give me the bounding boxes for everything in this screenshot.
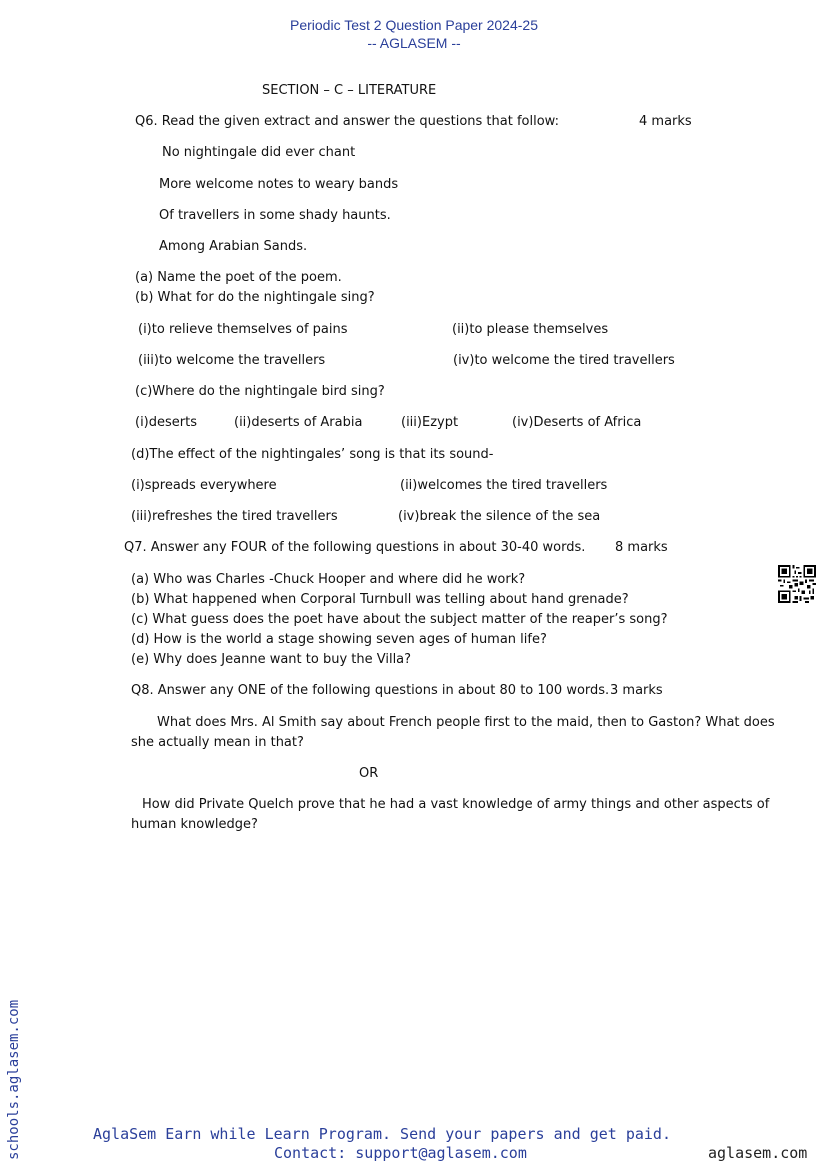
section-title: SECTION – C – LITERATURE — [262, 83, 437, 98]
option-d-ii: (ii)welcomes the tired travellers — [400, 478, 608, 493]
extract-line: Of travellers in some shady haunts. — [159, 208, 391, 223]
q8-marks: 3 marks — [610, 683, 663, 698]
q6-part-a: (a) Name the poet of the poem. — [135, 270, 342, 285]
extract-line: Among Arabian Sands. — [159, 239, 308, 254]
q6-part-d: (d)The effect of the nightingales’ song is that its sound- — [131, 447, 494, 462]
option-c-i: (i)deserts — [135, 415, 197, 430]
q8-option1-line: she actually mean in that? — [131, 735, 304, 750]
option-b-iv: (iv)to welcome the tired travellers — [453, 353, 675, 368]
extract-line: More welcome notes to weary bands — [159, 177, 399, 192]
q6-part-b: (b) What for do the nightingale sing? — [135, 290, 375, 305]
side-watermark: schools.aglasem.com — [6, 999, 22, 1160]
q6-marks: 4 marks — [639, 114, 692, 129]
option-c-iv: (iv)Deserts of Africa — [512, 415, 642, 430]
q8-option2-line: How did Private Quelch prove that he had a vast knowledge of army things and other aspects of — [142, 797, 770, 812]
option-c-iii: (iii)Ezypt — [401, 415, 459, 430]
q7-marks: 8 marks — [615, 540, 668, 555]
qr-code-icon — [778, 565, 816, 603]
option-c-ii: (ii)deserts of Arabia — [234, 415, 363, 430]
q7-prompt: Q7. Answer any FOUR of the following questions in about 30-40 words. — [124, 540, 586, 555]
or-separator: OR — [359, 766, 379, 781]
q7-item: (b) What happened when Corporal Turnbull was telling about hand grenade? — [131, 592, 629, 607]
header-title: Periodic Test 2 Question Paper 2024-25 — [289, 17, 538, 33]
extract-line: No nightingale did ever chant — [162, 145, 356, 160]
option-d-iv: (iv)break the silence of the sea — [398, 509, 601, 524]
header-subtitle: -- AGLASEM -- — [367, 35, 461, 51]
q8-option2-line: human knowledge? — [131, 817, 258, 832]
option-b-iii: (iii)to welcome the travellers — [138, 353, 326, 368]
q7-item: (c) What guess does the poet have about the subject matter of the reaper’s song? — [131, 612, 668, 627]
footer-promo: AglaSem Earn while Learn Program. Send your papers and get paid. — [93, 1125, 671, 1143]
q7-item: (e) Why does Jeanne want to buy the Villa? — [131, 652, 412, 667]
option-b-i: (i)to relieve themselves of pains — [138, 322, 348, 337]
footer-contact: Contact: support@aglasem.com — [274, 1144, 527, 1162]
option-d-i: (i)spreads everywhere — [131, 478, 277, 493]
q8-prompt: Q8. Answer any ONE of the following questions in about 80 to 100 words. — [131, 683, 610, 698]
footer-brand: aglasem.com — [708, 1144, 808, 1162]
q7-item: (a) Who was Charles -Chuck Hooper and where did he work? — [131, 572, 526, 587]
q6-prompt: Q6. Read the given extract and answer the questions that follow: — [135, 114, 559, 129]
q8-option1-line: What does Mrs. Al Smith say about French people first to the maid, then to Gaston? What does — [157, 715, 775, 730]
option-d-iii: (iii)refreshes the tired travellers — [131, 509, 338, 524]
q6-part-c: (c)Where do the nightingale bird sing? — [135, 384, 385, 399]
option-b-ii: (ii)to please themselves — [452, 322, 609, 337]
q7-item: (d) How is the world a stage showing seven ages of human life? — [131, 632, 547, 647]
